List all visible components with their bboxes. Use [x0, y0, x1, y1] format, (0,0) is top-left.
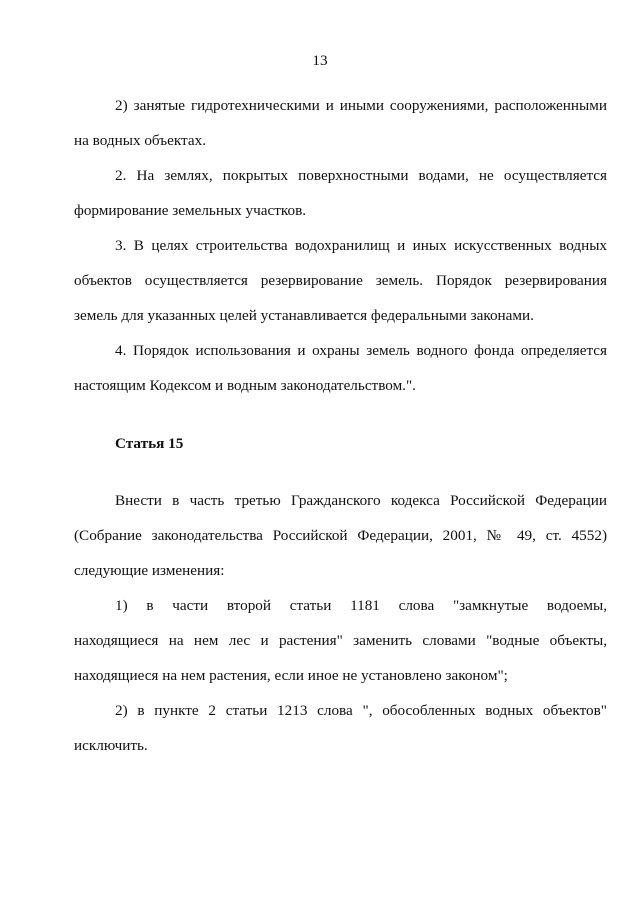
paragraph-5-line-1: Внести в часть третью Гражданского кодекса Российской Федерации — [115, 492, 607, 509]
paragraph-4-line-1: 4. Порядок использования и охраны земель водного фонда определяется — [115, 342, 607, 359]
paragraph-3-line-3: земель для указанных целей устанавливается федеральными законами. — [74, 307, 534, 324]
paragraph-7-line-2: исключить. — [74, 737, 148, 754]
paragraph-1-line-1: 2) занятые гидротехническими и иными сооружениями, расположенными — [115, 97, 607, 114]
paragraph-1-line-2: на водных объектах. — [74, 132, 207, 149]
paragraph-5-line-3: следующие изменения: — [74, 562, 225, 579]
paragraph-6-line-1: 1) в части второй статьи 1181 слова "замкнутые водоемы, — [115, 597, 607, 614]
paragraph-4-line-2: настоящим Кодексом и водным законодательством.". — [74, 377, 416, 394]
page-number: 13 — [312, 52, 328, 69]
paragraph-3-line-1: 3. В целях строительства водохранилищ и иных искусственных водных — [115, 237, 607, 254]
paragraph-6-line-3: находящиеся на нем растения, если иное не установлено законом"; — [74, 667, 508, 684]
paragraph-2-line-1: 2. На землях, покрытых поверхностными водами, не осуществляется — [115, 167, 607, 184]
paragraph-5-line-2: (Собрание законодательства Российской Федерации, 2001, № 49, ст. 4552) — [74, 527, 607, 544]
paragraph-3-line-2: объектов осуществляется резервирование земель. Порядок резервирования — [74, 272, 607, 289]
article-heading: Статья 15 — [115, 435, 184, 452]
paragraph-6-line-2: находящиеся на нем лес и растения" заменить словами "водные объекты, — [74, 632, 607, 649]
paragraph-2-line-2: формирование земельных участков. — [74, 202, 307, 219]
paragraph-7-line-1: 2) в пункте 2 статьи 1213 слова ", обособленных водных объектов" — [115, 702, 607, 719]
